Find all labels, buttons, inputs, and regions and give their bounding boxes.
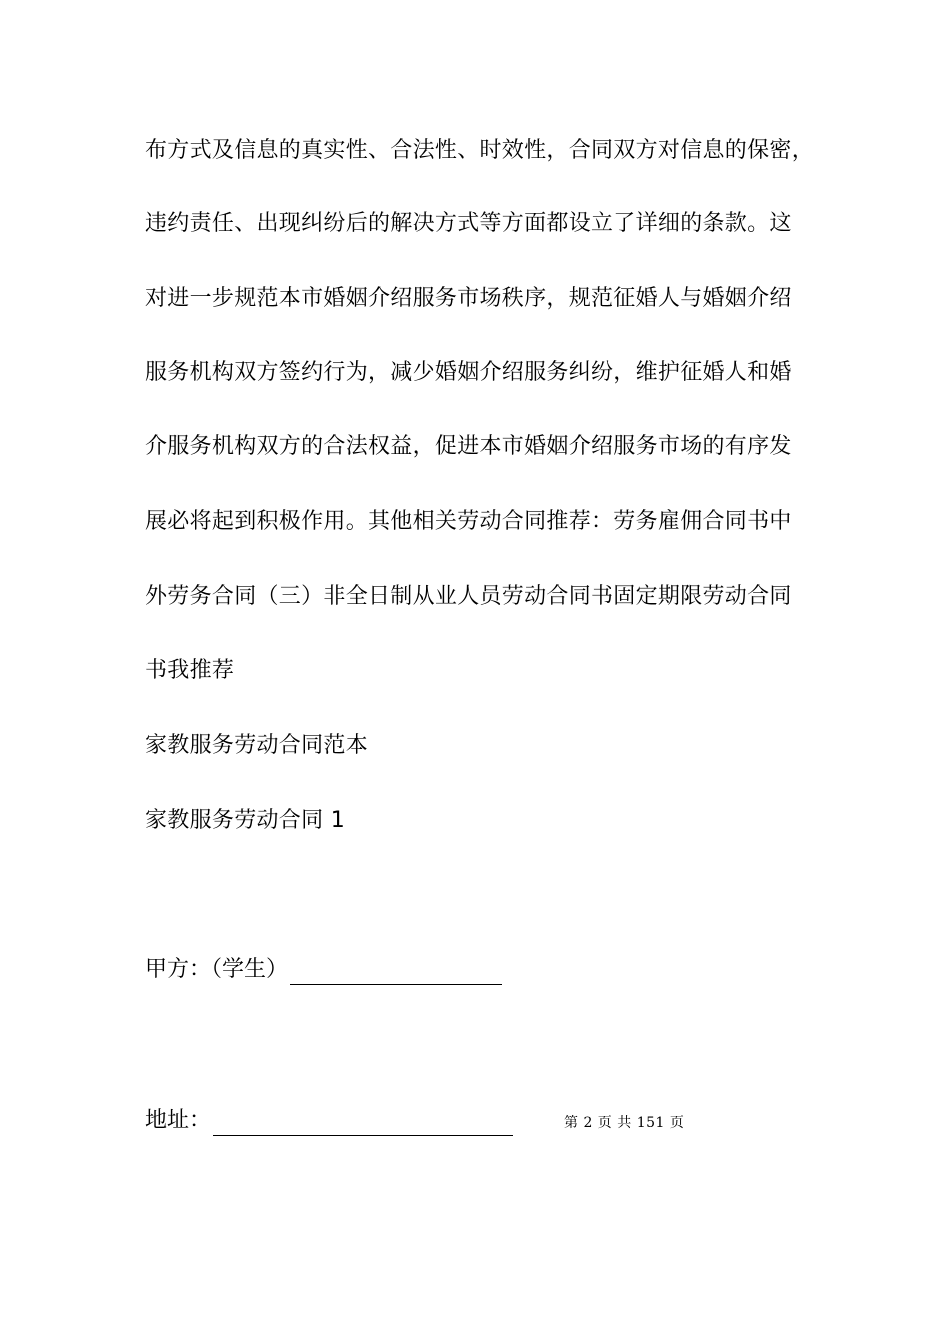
paragraph-line-5: 介服务机构双方的合法权益，促进本市婚姻介绍服务市场的有序发 <box>145 434 792 459</box>
paragraph-line-3: 对进一步规范本市婚姻介绍服务市场秩序，规范征婚人与婚姻介绍 <box>145 286 792 311</box>
party-a-field <box>145 955 502 985</box>
document-title: 家教服务劳动合同范本 <box>145 733 369 758</box>
paragraph-line-1: 布方式及信息的真实性、合法性、时效性，合同双方对信息的保密， <box>145 138 815 163</box>
paragraph-line-7: 外劳务合同（三）非全日制从业人员劳动合同书固定期限劳动合同 <box>145 584 792 609</box>
page-number: 第 2 页 共 151 页 <box>564 1115 685 1131</box>
address-label: 地址： <box>145 1108 212 1133</box>
document-subtitle: 家教服务劳动合同 1 <box>145 808 345 833</box>
paragraph-line-4: 服务机构双方签约行为，减少婚姻介绍服务纠纷，维护征婚人和婚 <box>145 360 792 385</box>
paragraph-line-6: 展必将起到积极作用。其他相关劳动合同推荐：劳务雇佣合同书中 <box>145 509 792 534</box>
party-a-blank[interactable] <box>290 960 502 985</box>
paragraph-line-2: 违约责任、出现纠纷后的解决方式等方面都设立了详细的条款。这 <box>145 211 792 236</box>
paragraph-line-8: 书我推荐 <box>145 658 235 683</box>
address-blank[interactable] <box>213 1111 513 1136</box>
party-a-label: 甲方：（学生） <box>145 957 289 982</box>
address-field <box>145 1106 513 1136</box>
